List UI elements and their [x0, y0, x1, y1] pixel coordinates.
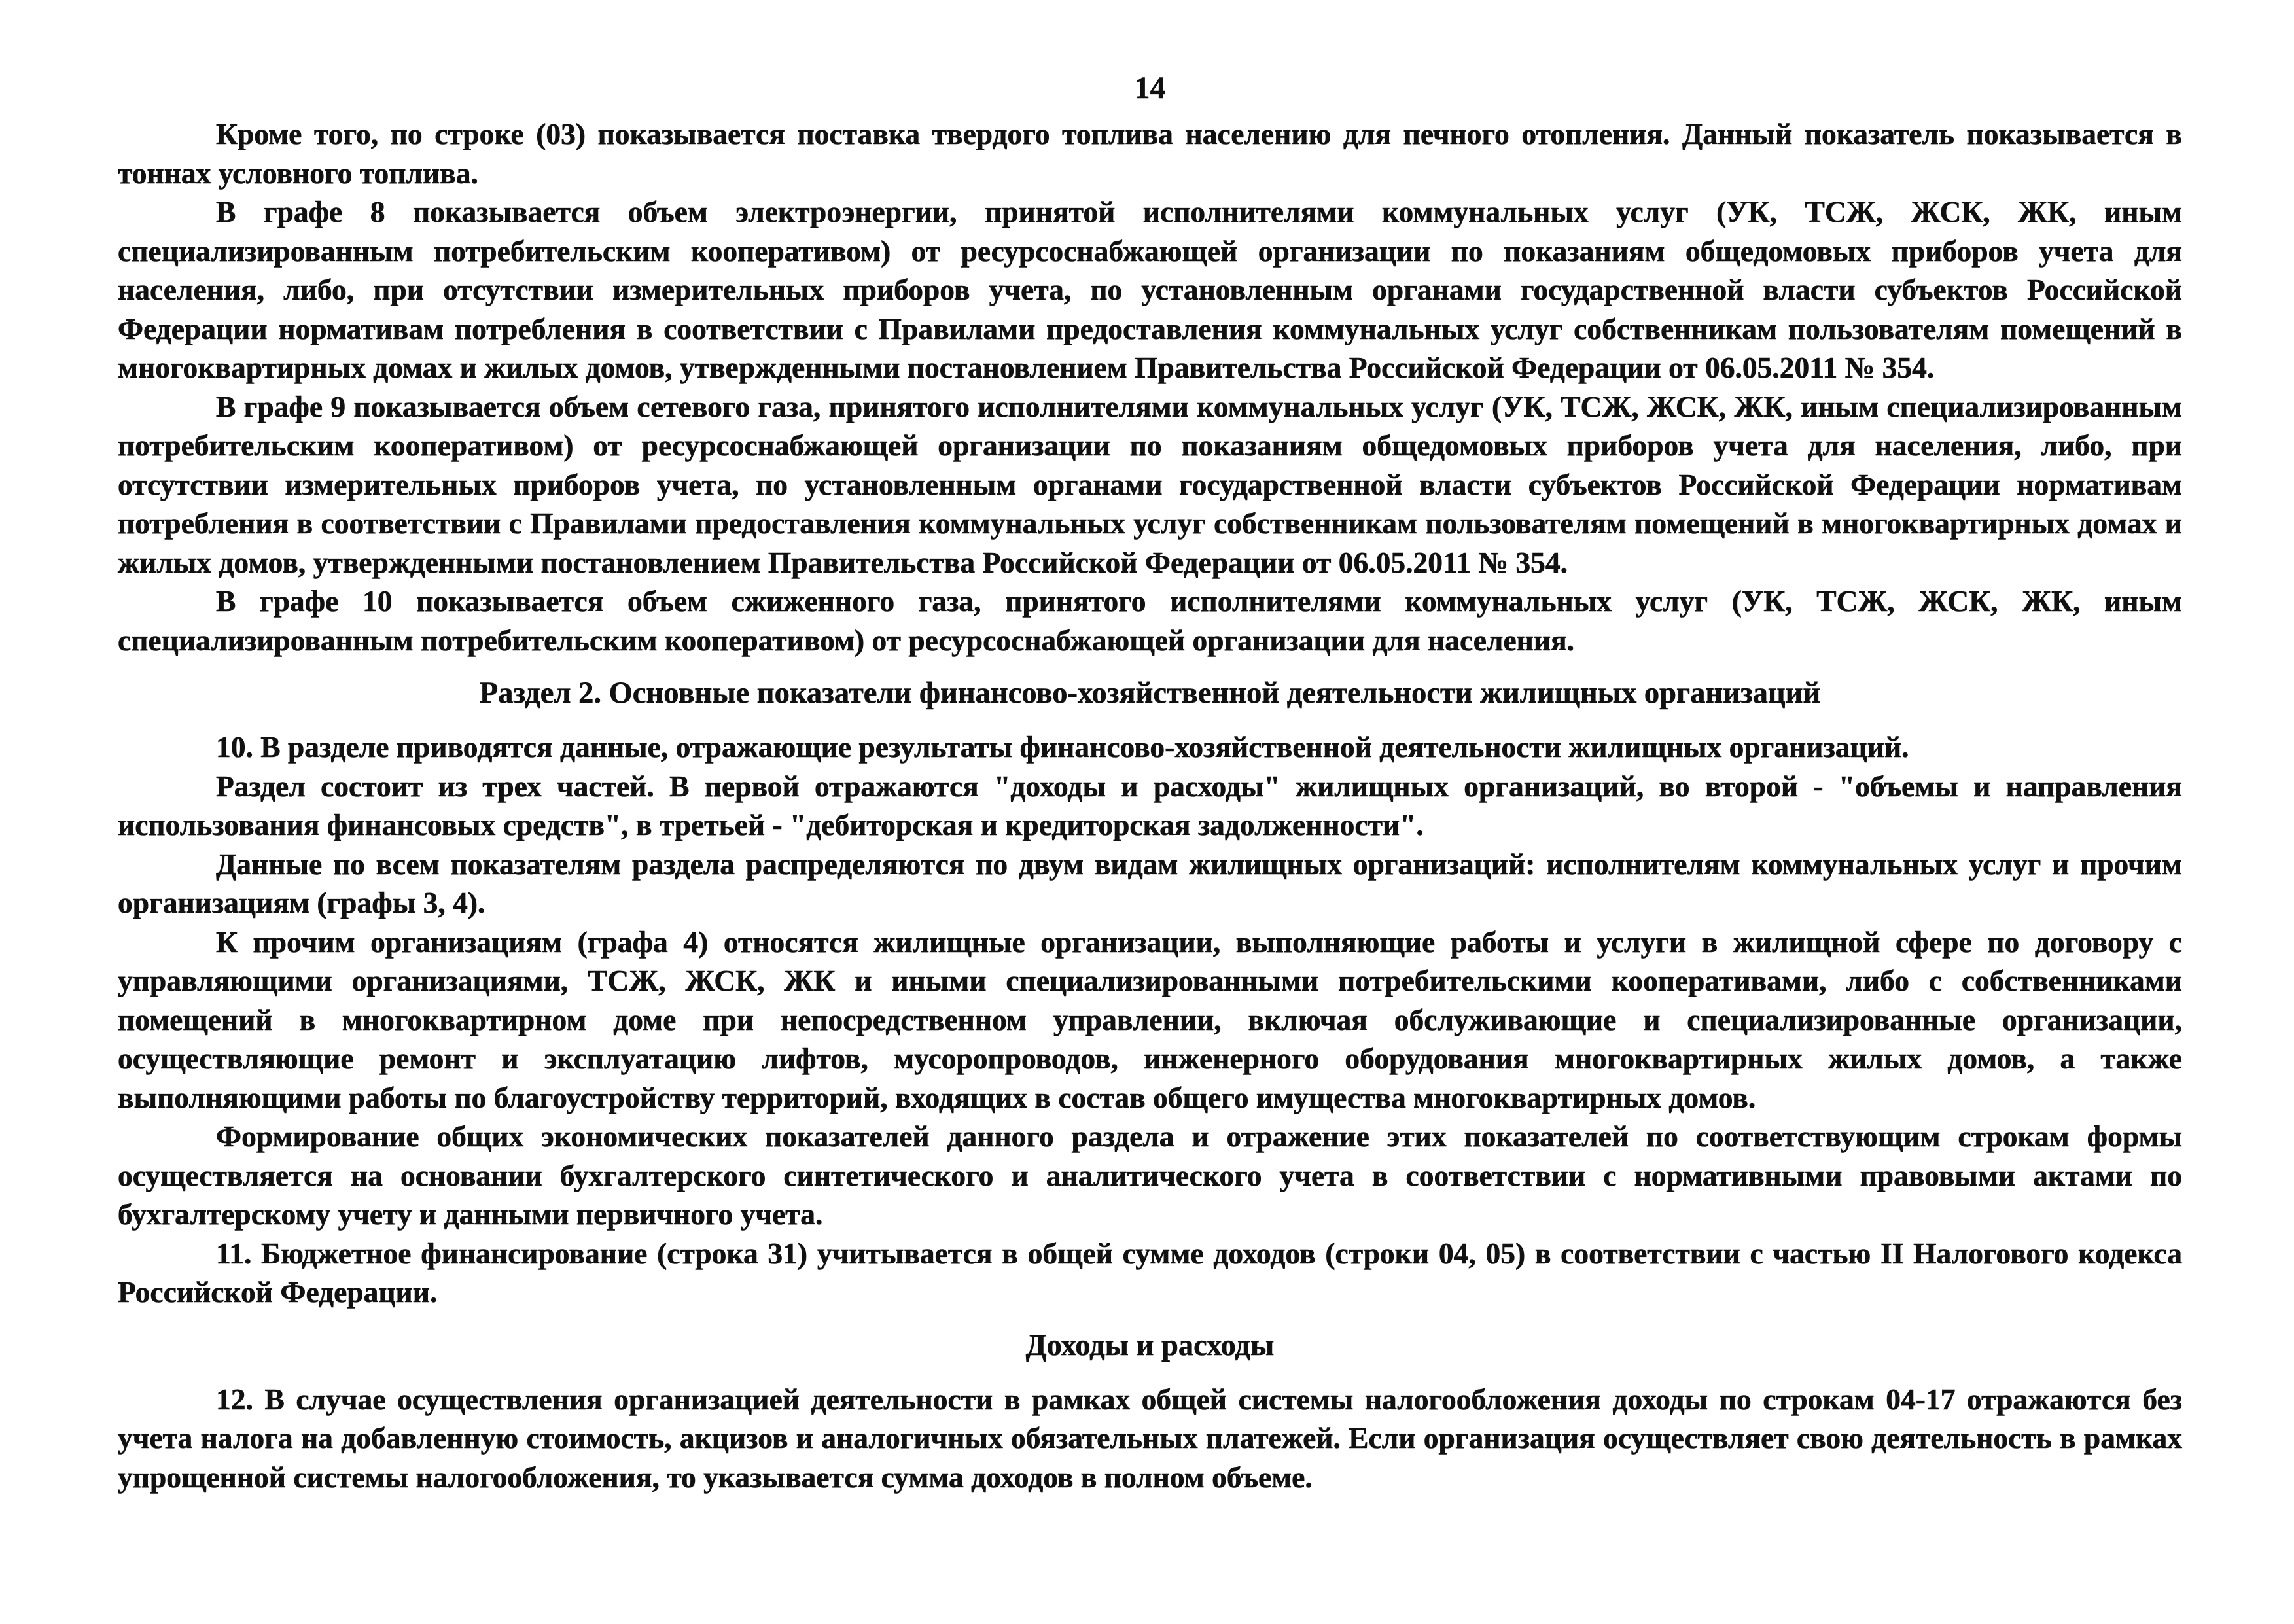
paragraph-column-10: В графе 10 показывается объем сжиженного газа, принятого исполнителями коммунальных услуг (УК, ТСЖ, ЖСК, ЖК, иным специализированным потребительским кооперативом) от ресурсоснабжающей организации для населения. — [118, 584, 2182, 657]
paragraph-item-11: 11. Бюджетное финансирование (строка 31) учитывается в общей сумме доходов (строки 04, 05) в соответствии с частью II Налогового кодекса Российской Федерации. — [118, 1236, 2182, 1309]
page-number: 14 — [1134, 71, 1166, 105]
paragraph-other-organizations: К прочим организациям (графа 4) относятся жилищные организации, выполняющие работы и услуги в жилищной сфере по договору с управляющими организациями, ТСЖ, ЖСК, ЖК и иными специализированными потребительскими кооперативами, либо с собственниками помещений в многоквартирном доме при непосредственном управлении, включая обслуживающие и специализированные организации, осуществляющие ремонт и эксплуатацию лифтов, мусоропроводов, инженерного оборудования многоквартирных жилых домов, а также выполняющими работы по благоустройству территорий, входящих в состав общего имущества многоквартирных домов. — [118, 925, 2182, 1114]
section-2-heading: Раздел 2. Основные показатели финансово-хозяйственной деятельности жилищных организаций — [479, 677, 1821, 710]
document-page — [118, 69, 2182, 1496]
paragraph-item-10: 10. В разделе приводятся данные, отражающие результаты финансово-хозяйственной деятельности жилищных организаций. — [216, 730, 1909, 764]
paragraph-column-8: В графе 8 показывается объем электроэнергии, принятой исполнителями коммунальных услуг (УК, ТСЖ, ЖСК, ЖК, иным специализированным потребительским кооперативом) от ресурсоснабжающей организации по показаниям общедомовых приборов учета для населения, либо, при отсутствии измерительных приборов учета, по установленным органами государственной власти субъектов Российской Федерации нормативам потребления в соответствии с Правилами предоставления коммунальных услуг собственникам пользователям помещений в многоквартирных домах и жилых домов, утвержденными постановлением Правительства Российской Федерации от 06.05.2011 № 354. — [118, 195, 2182, 384]
income-expenses-heading: Доходы и расходы — [1025, 1328, 1275, 1362]
paragraph-distribution: Данные по всем показателям раздела распределяются по двум видам жилищных организаций: исполнителям коммунальных услуг и прочим организациям (графы 3, 4). — [118, 847, 2182, 919]
paragraph-section-parts: Раздел состоит из трех частей. В первой отражаются "доходы и расходы" жилищных организаций, во второй - "объемы и направления использования финансовых средств", в третьей - "дебиторская и кредиторская задолженности". — [118, 769, 2182, 841]
paragraph-item-12: 12. В случае осуществления организацией деятельности в рамках общей системы налогообложения доходы по строкам 04-17 отражаются без учета налога на добавленную стоимость, акцизов и аналогичных обязательных платежей. Если организация осуществляет свою деятельность в рамках упрощенной системы налогообложения, то указывается сумма доходов в полном объеме. — [118, 1382, 2182, 1494]
paragraph-economic-indicators: Формирование общих экономических показателей данного раздела и отражение этих показателей по соответствующим строкам формы осуществляется на основании бухгалтерского синтетического и аналитического учета в соответствии с нормативными правовыми актами по бухгалтерскому учету и данными первичного учета. — [118, 1120, 2182, 1231]
paragraph-column-9: В графе 9 показывается объем сетевого газа, принятого исполнителями коммунальных услуг (УК, ТСЖ, ЖСК, ЖК, иным специализированным потребительским кооперативом) от ресурсоснабжающей организации по показаниям общедомовых приборов учета для населения, либо, при отсутствии измерительных приборов учета, по установленным органами государственной власти субъектов Российской Федерации нормативам потребления в соответствии с Правилами предоставления коммунальных услуг собственникам пользователям помещений в многоквартирных домах и жилых домов, утвержденными постановлением Правительства Российской Федерации от 06.05.2011 № 354. — [118, 389, 2182, 579]
paragraph-solid-fuel: Кроме того, по строке (03) показывается поставка твердого топлива населению для печного отопления. Данный показатель показывается в тоннах условного топлива. — [118, 117, 2182, 190]
